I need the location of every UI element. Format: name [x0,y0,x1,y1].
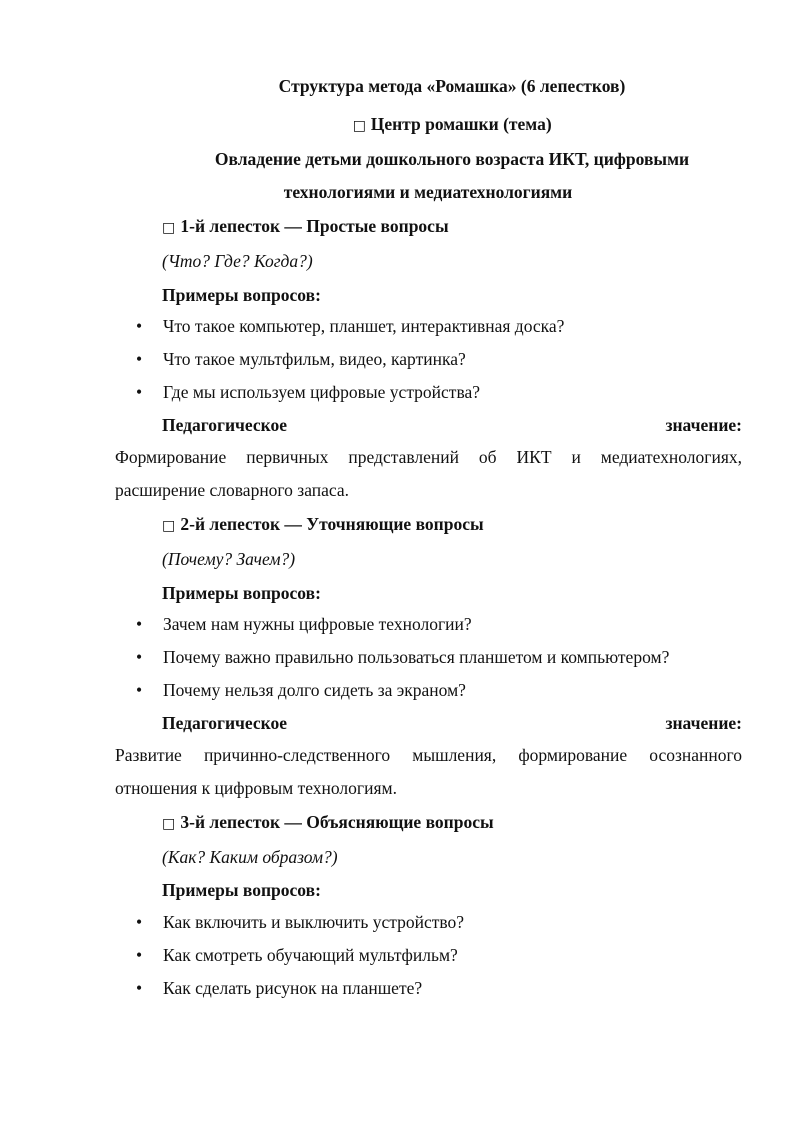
petal-3-heading-text: 3-й лепесток — Объясняющие вопросы [180,812,494,832]
petal-2-heading [162,513,484,537]
petal-1-pedagogical-text: Формирование первичных представлений об ИКТ и медиатехнологиях, расширение словарного запаса. [115,447,742,500]
petal-1-examples-label: Примеры вопросов: [162,285,321,305]
petal-3-heading [162,811,494,835]
topic-line-2: технологиями и медиатехнологиями [283,182,573,202]
petal-2-heading-text: 2-й лепесток — Уточняющие вопросы [180,514,484,534]
bullet-icon: • [136,978,143,998]
bullet-icon: • [136,316,143,336]
bullet-icon: • [136,647,143,667]
bullet-icon: • [136,349,143,369]
bullet-icon: • [136,945,143,965]
document-title: Структура метода «Ромашка» (6 лепестков) [278,76,626,96]
center-heading-label: Центр ромашки (тема) [370,114,552,134]
bullet-icon: • [136,680,143,700]
petal-3-examples-label: Примеры вопросов: [162,880,321,900]
petal-1-subtitle: (Что? Где? Когда?) [162,251,313,271]
topic-line-1: Овладение детьми дошкольного возраста ИКТ, цифровыми [214,149,690,169]
bullet-icon: • [136,614,143,634]
petal-1-heading-text: 1-й лепесток — Простые вопросы [180,216,449,236]
center-heading [52,113,800,137]
bullet-icon: • [136,912,143,932]
missing-glyph-icon: □ [162,220,176,236]
petal-1-heading [162,215,449,239]
petal-3-subtitle: (Как? Каким образом?) [162,847,338,867]
bullet-icon: • [136,382,143,402]
petal-2-examples-label: Примеры вопросов: [162,583,321,603]
document-page: Структура метода «Ромашка» (6 лепестков) □ Центр ромашки (тема) Овладение детьми дошкольного возраста ИКТ, цифровыми технологиями и медиатехнологиями □ 1-й лепесток — Простые вопросы (Что? Где? Когда?) Примеры вопросов: • Что такое компьютер, планшет, интерактивная доска? • Что такое мультфильм, видео, картинка? • Где мы используем цифровые устройства? Педагогическое значение: Формирование первичных представлений об ИКТ и медиатехнологиях, расширение словарного запаса. □ 2-й лепесток — Уточняющие вопросы (Почему? Зачем?) Примеры вопросов: • Зачем нам нужны цифровые технологии? • Почему важно правильно пользоваться планшетом и компьютером? • Почему нельзя долго сидеть за экраном? Педагогическое значение: Развитие причинно-следственного мышления, формирование осознанного отношения к цифровым технологиям. □ 3-й лепесток — Объясняющие вопросы (Как? Каким образом?) Примеры вопросов: • Как включить и выключить устройство? • Как смотреть обучающий мультфильм? • Как сделать рисунок на планшете? [0,0,800,1131]
petal-2-subtitle: (Почему? Зачем?) [162,549,296,569]
missing-glyph-icon: □ [162,518,176,534]
missing-glyph-icon: □ [352,118,366,134]
missing-glyph-icon: □ [162,816,176,832]
petal-2-pedagogical-text: Развитие причинно-следственного мышления, формирование осознанного отношения к цифровым технологиям. [115,745,742,798]
